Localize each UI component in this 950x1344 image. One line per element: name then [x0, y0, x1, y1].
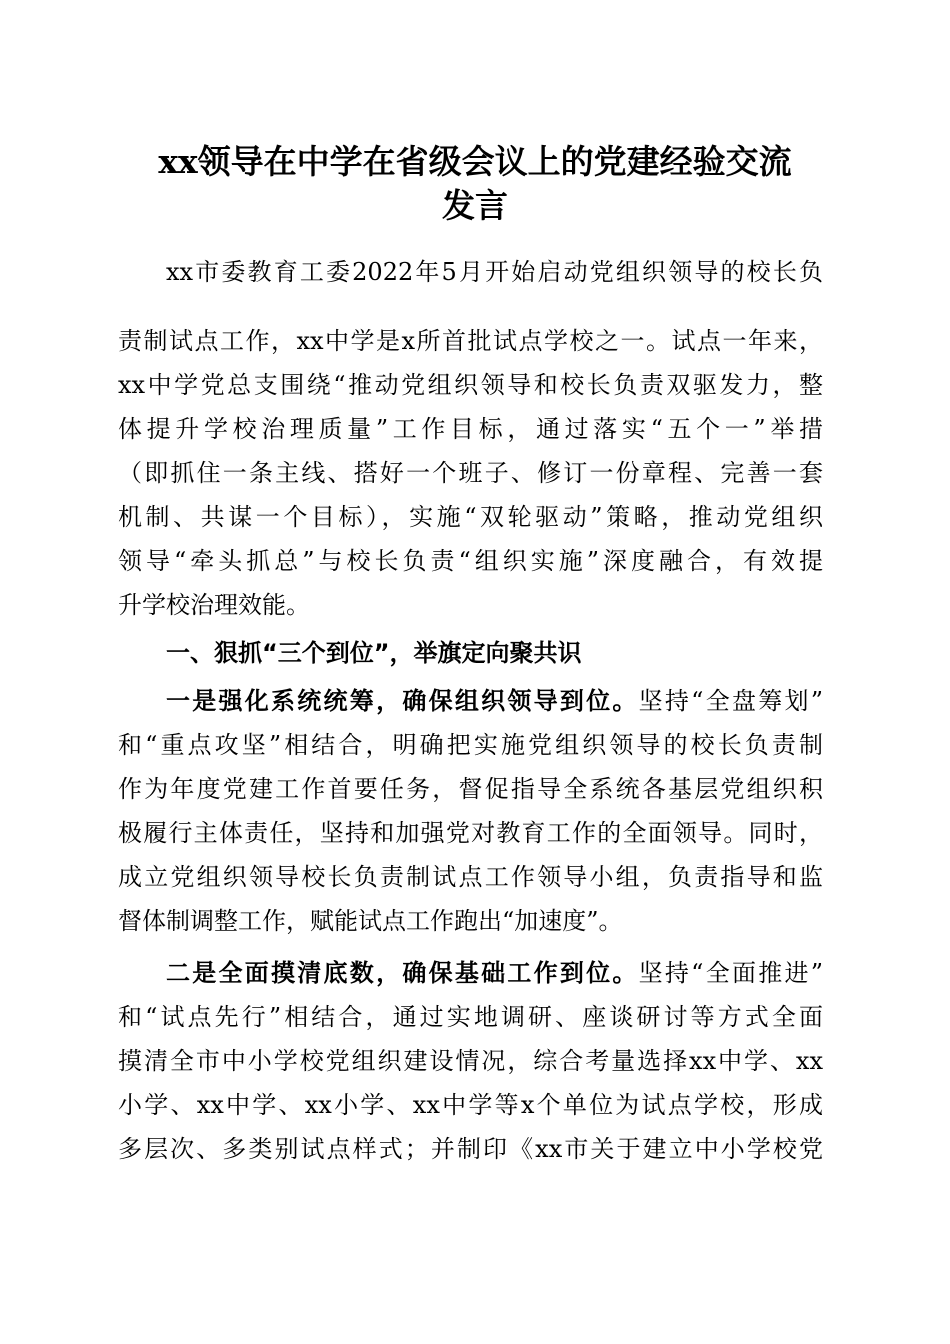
para-2-line-5: 多层次、多类别试点样式；并制印《xx市关于建立中小学校党: [118, 1135, 823, 1163]
intro-line-5: （即抓住一条主线、搭好一个班子、修订一份章程、完善一套: [118, 459, 823, 487]
intro-line-1: xx市委教育工委2022年5月开始启动党组织领导的校长负: [166, 258, 823, 286]
intro-line-7: 领导“牵头抓总”与校长负责“组织实施”深度融合，有效提: [118, 547, 823, 575]
intro-line-3: xx中学党总支围绕“推动党组织领导和校长负责双驱发力，整: [118, 371, 823, 399]
para-1-line-4: 极履行主体责任，坚持和加强党对教育工作的全面领导。同时，: [118, 819, 823, 847]
document-title-line-1: xx领导在中学在省级会议上的党建经验交流: [158, 142, 792, 181]
para-1-lead: 一是强化系统统筹，确保组织领导到位。: [166, 686, 639, 715]
para-2-first-line: [166, 956, 823, 990]
intro-line-6: 机制、共谋一个目标），实施“双轮驱动”策略，推动党组织: [118, 503, 823, 531]
section-1-heading: 一、狠抓“三个到位”，举旗定向聚共识: [166, 639, 582, 667]
para-1-line-2: 和“重点攻坚”相结合，明确把实施党组织领导的校长负责制: [118, 731, 823, 759]
para-1-first-line: [166, 684, 823, 718]
intro-line-2: 责制试点工作，xx中学是x所首批试点学校之一。试点一年来，: [118, 327, 823, 355]
para-1-line-6: 督体制调整工作，赋能试点工作跑出“加速度”。: [118, 907, 623, 935]
intro-line-8: 升学校治理效能。: [118, 591, 310, 619]
intro-line-4: 体提升学校治理质量”工作目标，通过落实“五个一”举措: [118, 415, 823, 443]
para-2-lead: 二是全面摸清底数，确保基础工作到位。: [166, 958, 639, 987]
para-1-first-rest: 坚持“全盘筹划”: [638, 687, 824, 715]
para-2-line-3: 摸清全市中小学校党组织建设情况，综合考量选择xx中学、xx: [118, 1047, 823, 1075]
para-2-line-4: 小学、xx中学、xx小学、xx中学等x个单位为试点学校，形成: [118, 1091, 823, 1119]
para-2-first-rest: 坚持“全面推进”: [638, 959, 824, 987]
para-1-line-5: 成立党组织领导校长负责制试点工作领导小组，负责指导和监: [118, 863, 823, 891]
document-title-line-2: 发言: [442, 186, 508, 225]
para-1-line-3: 作为年度党建工作首要任务，督促指导全系统各基层党组织积: [118, 775, 823, 803]
para-2-line-2: 和“试点先行”相结合，通过实地调研、座谈研讨等方式全面: [118, 1003, 823, 1031]
